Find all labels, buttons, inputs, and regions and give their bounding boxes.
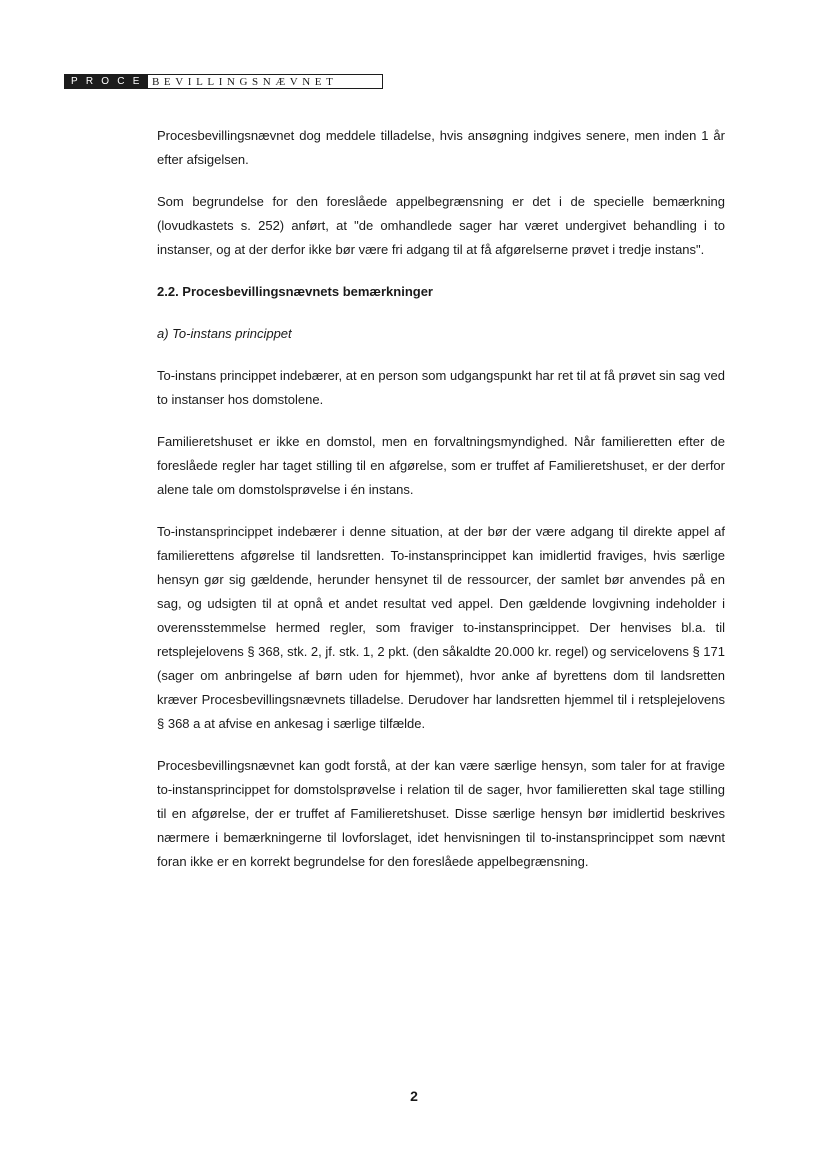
paragraph: Procesbevillingsnævnet kan godt forstå, at der kan være særlige hensyn, som taler for at fravige to-instansprincippet for domstolsprøvelse i relation til de sager, hvor familieretten skal tage stilling til en afgørelse, der er truffet af Familieretshuset. Disse særlige hensyn bør imidlertid beskrives nærmere i bemærkningerne til lovforslaget, idet henvisningen til to-instansprincippet som nævnt foran ikke er en korrekt begrundelse for den foreslåede appelbegrænsning. <box>157 758 725 869</box>
letterhead-bevillingsnaevnet: BEVILLINGSNÆVNET <box>148 74 383 89</box>
document-body <box>157 124 725 892</box>
paragraph: Familieretshuset er ikke en domstol, men en forvaltningsmyndighed. Når familieretten efter de foreslåede regler har taget stilling til en afgørelse, som er truffet af Familieretshuset, er der derfor alene tale om domstolsprøvelse i én instans. <box>157 434 725 497</box>
page-number: 2 <box>410 1088 418 1104</box>
paragraph: Som begrundelse for den foreslåede appelbegrænsning er det i de specielle bemærkning (lovudkastets s. 252) anført, at "de omhandlede sager har været undergivet behandling i to instanser, og at der derfor ikke bør være fri adgang til at få afgørelserne prøvet i tredje instans". <box>157 194 725 257</box>
letterhead <box>64 74 383 89</box>
letterhead-proces: PROCES <box>64 74 148 89</box>
section-heading: 2.2. Procesbevillingsnævnets bemærkninger <box>157 284 433 299</box>
paragraph: To-instans princippet indebærer, at en person som udgangspunkt har ret til at få prøvet sin sag ved to instanser hos domstolene. <box>157 368 725 407</box>
paragraph: To-instansprincippet indebærer i denne situation, at der bør der være adgang til direkte appel af familierettens afgørelse til landsretten. To-instansprincippet kan imidlertid fraviges, hvis særlige hensyn gør sig gældende, herunder hensynet til de ressourcer, der samlet bør anvendes på en sag, og udsigten til at opnå et andet resultat ved appel. Den gældende lovgivning indeholder i overensstemmelse hermed regler, som fraviger to-instansprincippet. Der henvises bl.a. til retsplejelovens § 368, stk. 2, jf. stk. 1, 2 pkt. (den såkaldte 20.000 kr. regel) og servicelovens § 171 (sager om anbringelse af børn uden for hjemmet), hvor anke af byrettens dom til landsretten kræver Procesbevillingsnævnets tilladelse. Derudover har landsretten hjemmel til i retsplejelovens § 368 a at afvise en ankesag i særlige tilfælde. <box>157 524 725 731</box>
paragraph: Procesbevillingsnævnet dog meddele tilladelse, hvis ansøgning indgives senere, men inden 1 år efter afsigelsen. <box>157 128 725 167</box>
subsection-heading: a) To-instans princippet <box>157 326 292 341</box>
